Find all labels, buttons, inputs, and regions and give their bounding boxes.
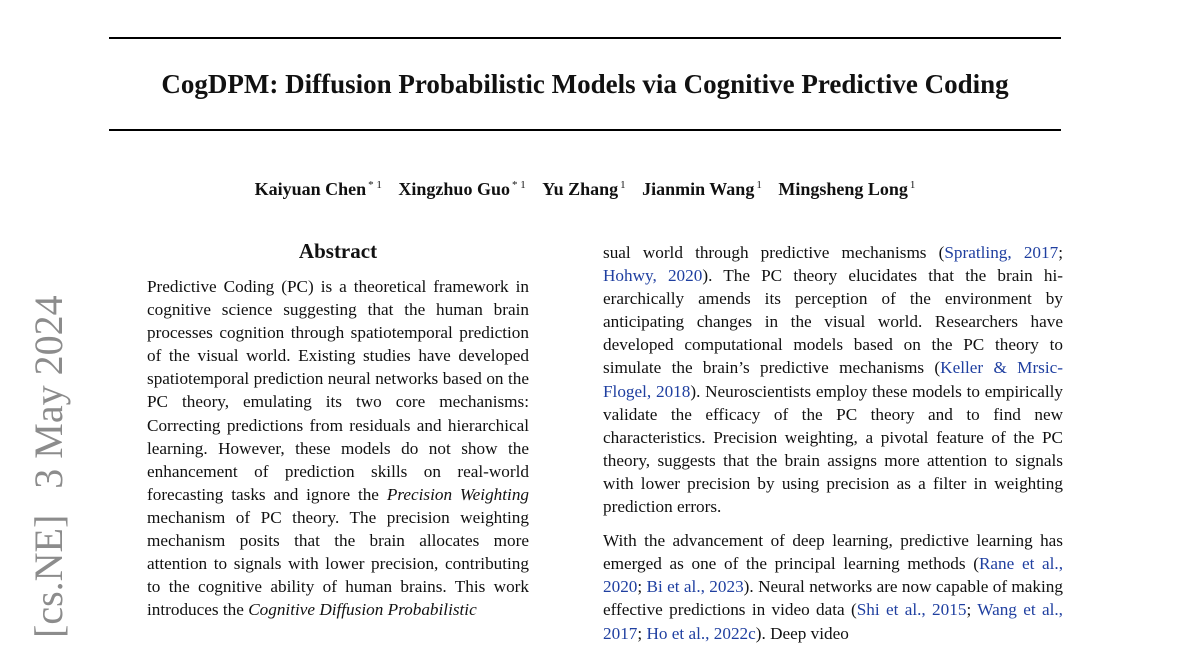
abstract-heading: Abstract bbox=[298, 239, 378, 263]
affiliation-mark: 1 bbox=[620, 179, 626, 191]
author-name: Kaiyuan Chen bbox=[254, 179, 367, 199]
abstract-text bbox=[147, 275, 529, 621]
intro-text-run: ). The PC theory elucidates that the brain hierarchically amends its perception of the environment by anticipating changes in the visual world. Researchers have developed computational models based on the PC theory to simulate the brain’s predictive mechanisms ( bbox=[603, 266, 1063, 378]
author bbox=[398, 179, 525, 199]
citation-link[interactable]: Keller & Mrsic-Flogel, 2018 bbox=[603, 358, 1063, 401]
intro-text-run: With the advancement of deep learning, predictive learning has emerged as one of the principal learning methods ( bbox=[603, 531, 1063, 574]
intro-text-run: ; bbox=[1058, 243, 1063, 262]
affiliation-mark: 1 bbox=[756, 179, 762, 191]
abstract-emphasis: Precision Weighting bbox=[386, 484, 530, 504]
citation-link[interactable]: Spratling, 2017 bbox=[944, 243, 1059, 262]
affiliation-mark: * 1 bbox=[368, 179, 382, 191]
arxiv-category: [cs.NE] bbox=[26, 514, 71, 638]
author-list bbox=[109, 173, 1061, 201]
abstract-text-run: Predictive Coding (PC) is a theoretical framework in cognitive science suggesting that the human brain processes cognition through spatiotemporal prediction of the visual world. Existing studies have developed spatiotemporal prediction neural networks based on the PC theory, emulating its two core mechanisms: Correcting predictions from residuals and hierarchical learning. However, these models do not show the enhancement of prediction skills on real-world forecasting tasks and ignore the bbox=[147, 277, 529, 504]
author bbox=[255, 179, 382, 199]
author bbox=[642, 179, 762, 199]
paper-title: CogDPM: Diffusion Probabilistic Models via Cognitive Predictive Coding bbox=[161, 69, 1009, 99]
right-column bbox=[603, 241, 1063, 645]
intro-text-run: ; bbox=[966, 600, 978, 620]
intro-text-run: ). Neural networks are now capable of making effective predictions in video data ( bbox=[603, 577, 1063, 620]
citation-link[interactable]: Hohwy, 2020 bbox=[603, 266, 703, 286]
intro-paragraph bbox=[603, 241, 1063, 518]
citation-link[interactable]: Bi et al., 2023 bbox=[646, 577, 744, 597]
author-name: Yu Zhang bbox=[542, 179, 619, 199]
affiliation-mark: 1 bbox=[909, 179, 916, 191]
intro-text-run: ; bbox=[637, 623, 647, 643]
citation-link[interactable]: Shi et al., 2015 bbox=[856, 600, 967, 620]
intro-text-run: sual world through predictive mechanisms ( bbox=[603, 243, 945, 262]
title-bottom-rule bbox=[109, 129, 1061, 131]
citation-link[interactable]: Rane et al., 2020 bbox=[603, 554, 1064, 597]
left-column bbox=[147, 237, 529, 621]
intro-text-run: ; bbox=[637, 577, 647, 597]
citation-link[interactable]: Wang et al., 2017 bbox=[603, 600, 1063, 643]
author bbox=[778, 179, 915, 199]
abstract-text-run: mechanism of PC theory. The precision weighting mechanism posits that the brain allocates more attention to signals with lower precision, contributing to the cognitive ability of human brains. This work introduces the bbox=[147, 507, 529, 620]
author bbox=[542, 179, 625, 199]
intro-text-run: ). Deep video bbox=[755, 623, 849, 643]
arxiv-sidebar-stamp bbox=[26, 295, 72, 638]
arxiv-date: 3 May 2024 bbox=[26, 295, 71, 489]
abstract-emphasis: Cognitive Diffusion Probabilistic bbox=[248, 600, 477, 620]
author-name: Jianmin Wang bbox=[642, 179, 755, 199]
affiliation-mark: * 1 bbox=[511, 179, 526, 191]
author-name: Mingsheng Long bbox=[778, 179, 908, 199]
citation-link[interactable]: Ho et al., 2022c bbox=[646, 623, 756, 643]
intro-paragraph bbox=[603, 529, 1063, 644]
title-top-rule bbox=[109, 37, 1061, 39]
author-name: Xingzhuo Guo bbox=[398, 179, 510, 199]
intro-text-run: ). Neuroscientists employ these models to empirically validate the efficacy of the PC theory and to find new characteristics. Precision weighting, a pivotal feature of the PC theory, suggests that the brain assigns more attention to signals with lower precision by using precision as a filter in weighting prediction errors. bbox=[603, 381, 1063, 517]
